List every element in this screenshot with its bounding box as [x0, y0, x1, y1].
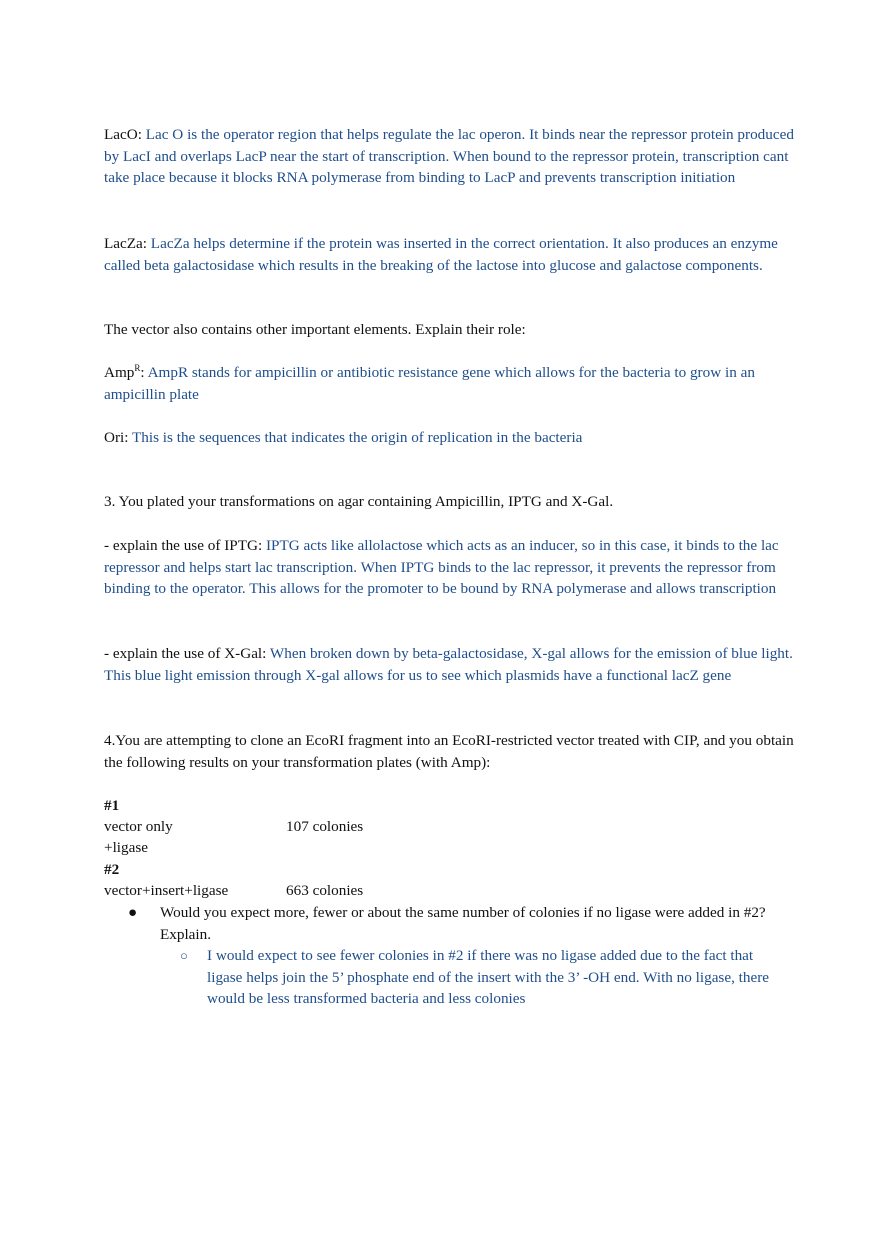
iptg-label: - explain the use of IPTG:: [104, 537, 263, 554]
laco-label: LacO:: [104, 126, 142, 143]
plate-1-condition: vector only: [104, 818, 173, 835]
laco-answer: Lac O is the operator region that helps regulate the lac operon. It binds near the repressor protein produced by LacI and overlaps LacP near the start of transcription. When bound to the repressor protein, transcription cant take place because it blocks RNA polymerase from binding to LacP and prevents transcription initiation: [104, 126, 794, 187]
lacza-label: LacZa:: [104, 235, 147, 252]
question-4-answer: I would expect to see fewer colonies in #2 if there was no ligase added due to the fact that ligase helps join the 5’ phosphate end of the insert with the 3’ -OH end. With no ligase, there would be less transformed bacteria and less colonies: [207, 947, 770, 1008]
ampr-paragraph: [104, 362, 794, 405]
vector-prompt: The vector also contains other important elements. Explain their role:: [104, 321, 526, 338]
xgal-paragraph: [104, 643, 794, 686]
ampr-answer: AmpR stands for ampicillin or antibiotic resistance gene which allows for the bacteria to grow in an ampicillin plate: [104, 364, 755, 403]
plate-2-row: [104, 880, 794, 902]
question-3: 3. You plated your transformations on agar containing Ampicillin, IPTG and X-Gal.: [104, 493, 614, 510]
plate-1-label: #1: [104, 797, 120, 814]
iptg-paragraph: [104, 535, 794, 600]
ori-answer: This is the sequences that indicates the origin of replication in the bacteria: [132, 429, 583, 446]
bullet-icon: ●: [128, 904, 138, 921]
ori-label: Ori:: [104, 429, 129, 446]
ampr-superscript: R: [134, 363, 141, 373]
plate-2-count: 663 colonies: [286, 882, 364, 899]
question-4: 4.You are attempting to clone an EcoRI fragment into an EcoRI-restricted vector treated with CIP, and you obtain the following results on your transformation plates (with Amp):: [104, 732, 794, 771]
plate-2-label: #2: [104, 861, 120, 878]
plate-1-count: 107 colonies: [286, 818, 364, 835]
lacza-answer: LacZa helps determine if the protein was inserted in the correct orientation. It also produces an enzyme called beta galactosidase which results in the breaking of the lactose into glucose and galactose components.: [104, 235, 778, 274]
sub-bullet-icon: ○: [180, 948, 188, 963]
iptg-answer: IPTG acts like allolactose which acts as an inducer, so in this case, it binds to the lac repressor and helps start lac transcription. When IPTG binds to the lac repressor, it prevents the repressor from binding to the operator. This allows for the promoter to be bound by RNA polymerase and allows transcription: [104, 537, 779, 598]
xgal-label: - explain the use of X-Gal:: [104, 645, 267, 662]
lacza-paragraph: [104, 233, 794, 276]
plate-1-ligase: +ligase: [104, 839, 148, 856]
question-4-prompt: Would you expect more, fewer or about the same number of colonies if no ligase were added in #2? Explain.: [160, 904, 766, 943]
ori-paragraph: [104, 427, 794, 449]
plate-2-condition: vector+insert+ligase: [104, 882, 229, 899]
laco-paragraph: [104, 124, 794, 189]
plate-1-row: [104, 816, 794, 838]
xgal-answer: When broken down by beta-galactosidase, X-gal allows for the emission of blue light. This blue light emission through X-gal allows for us to see which plasmids have a functional lacZ gene: [104, 645, 793, 684]
ampr-label: Amp$^R$:: [104, 363, 145, 381]
